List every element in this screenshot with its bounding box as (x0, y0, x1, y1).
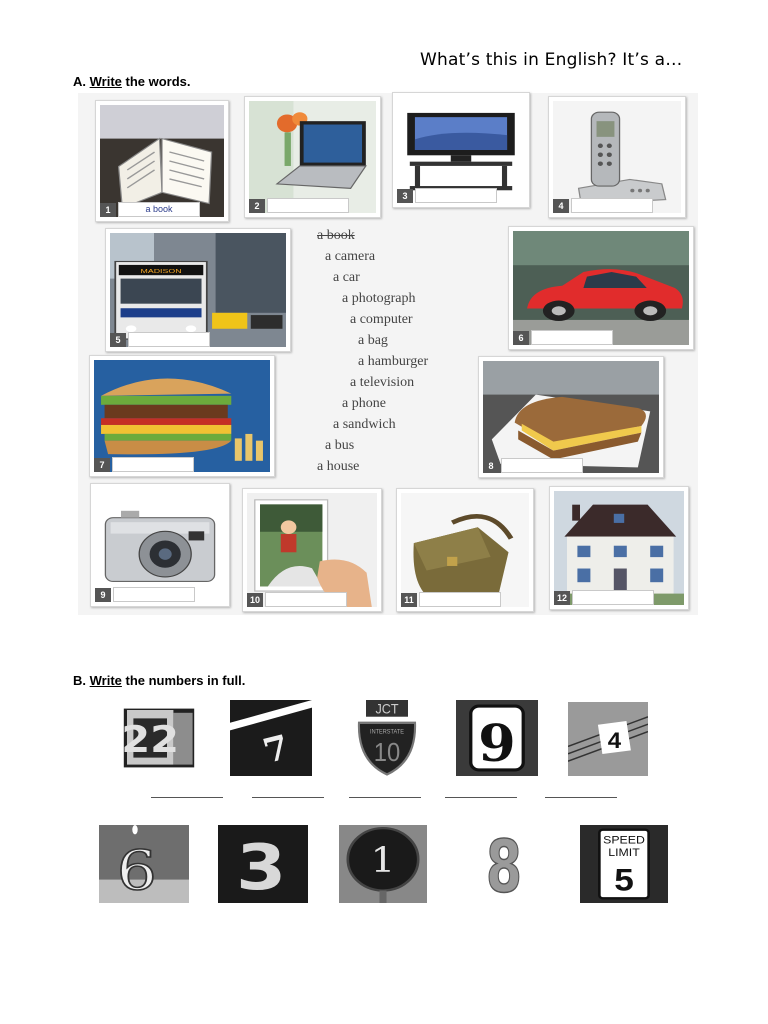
photo-photograph (242, 488, 382, 612)
section-b-verb: Write (89, 673, 122, 688)
book-image (100, 105, 224, 217)
bag-image (401, 493, 529, 607)
bus-destination-sign: MADISON (140, 267, 182, 275)
photo-number: 5 (110, 333, 126, 347)
camera-image (95, 488, 225, 602)
number-answer-blank[interactable] (445, 797, 517, 798)
photo-number: 1 (100, 203, 116, 217)
computer-image (249, 101, 376, 213)
speed-mid: LIMIT (608, 846, 640, 860)
word-item: a camera (325, 249, 376, 264)
answer-box[interactable] (128, 332, 210, 347)
number-image-6 (99, 825, 189, 903)
word-item: a car (333, 270, 360, 285)
section-a-rest: the words. (121, 74, 191, 89)
photo-number: 4 (553, 199, 569, 213)
photo-number: 12 (554, 591, 570, 605)
number-image-10 (352, 700, 422, 776)
balloon-digit: 8 (485, 828, 523, 900)
answer-box[interactable] (501, 458, 583, 473)
photo-number: 2 (249, 199, 265, 213)
photo-number: 9 (95, 588, 111, 602)
number-image-7 (230, 700, 312, 776)
number-image-9 (456, 700, 538, 776)
photo-number: 3 (397, 189, 413, 203)
number-image-8 (478, 828, 530, 900)
section-b-label: B. (73, 673, 90, 688)
photo-book (95, 100, 229, 222)
photo-bag (396, 488, 534, 612)
answer-box[interactable] (415, 188, 497, 203)
number-answer-blank[interactable] (545, 797, 617, 798)
word-item: a computer (350, 312, 413, 327)
highway-top: JCT (375, 701, 399, 717)
photo-television (392, 92, 530, 208)
word-item: a bag (358, 333, 388, 348)
number-answer-blank[interactable] (349, 797, 421, 798)
photo-phone (548, 96, 686, 218)
number-image-5 (580, 825, 668, 903)
phone-image (553, 101, 681, 213)
page-title: What’s this in English? It’s a… (420, 50, 683, 70)
highway-small: INTERSTATE (370, 729, 404, 736)
hamburger-image (94, 360, 270, 472)
section-a-label: A. (73, 74, 90, 89)
photo-number: 10 (247, 593, 263, 607)
number-image-4 (568, 702, 648, 776)
photo-number: 11 (401, 593, 417, 607)
answer-box[interactable] (113, 587, 195, 602)
word-item: a bus (325, 438, 355, 453)
sandwich-image (483, 361, 659, 473)
word-item: a sandwich (333, 417, 396, 432)
photo-bus (105, 228, 291, 352)
bus-image (110, 233, 286, 347)
word-item: a hamburger (358, 354, 429, 369)
candle-digit: 6 (116, 838, 157, 902)
photo-number: 8 (483, 459, 499, 473)
section-b-heading (73, 673, 245, 688)
word-item: a photograph (342, 291, 416, 306)
number-answer-blank[interactable] (252, 797, 324, 798)
answer-box[interactable] (572, 590, 654, 605)
photo-car (508, 226, 694, 350)
dark-digit: 3 (236, 830, 287, 903)
photo-sandwich (478, 356, 664, 478)
answer-box[interactable] (112, 457, 194, 472)
answer-box[interactable] (571, 198, 653, 213)
word-item: a television (350, 375, 415, 390)
section-a-verb: Write (89, 74, 122, 89)
answer-box[interactable] (265, 592, 347, 607)
number-image-1 (339, 825, 427, 903)
section-b-rest: the numbers in full. (121, 673, 246, 688)
answer-box[interactable] (267, 198, 349, 213)
photograph-image (247, 493, 377, 607)
tile-digit: 7 (258, 727, 294, 772)
word-item: a phone (342, 396, 386, 411)
speed-number: 5 (614, 863, 634, 899)
section-a-heading (73, 74, 191, 89)
car-image (513, 231, 689, 345)
photo-camera (90, 483, 230, 607)
answer-box[interactable] (531, 330, 613, 345)
sign-digit: 4 (607, 727, 622, 753)
photo-number: 6 (513, 331, 529, 345)
plaque-digit: 9 (478, 714, 516, 774)
number-image-2 (119, 703, 199, 773)
photo-hamburger (89, 355, 275, 477)
number-answer-blank[interactable] (151, 797, 223, 798)
photo-house (549, 486, 689, 610)
highway-number: 10 (373, 738, 401, 768)
word-item: a house (317, 459, 360, 474)
number-image-3 (218, 825, 308, 903)
answer-box[interactable]: a book (118, 202, 200, 217)
house-image (554, 491, 684, 605)
photo-computer (244, 96, 381, 218)
photo-number: 7 (94, 458, 110, 472)
word-item: a book (317, 228, 355, 243)
block-digit: 22 (121, 719, 180, 762)
circle-digit: 1 (370, 839, 396, 881)
speed-top: SPEED (603, 834, 645, 847)
answer-box[interactable] (419, 592, 501, 607)
